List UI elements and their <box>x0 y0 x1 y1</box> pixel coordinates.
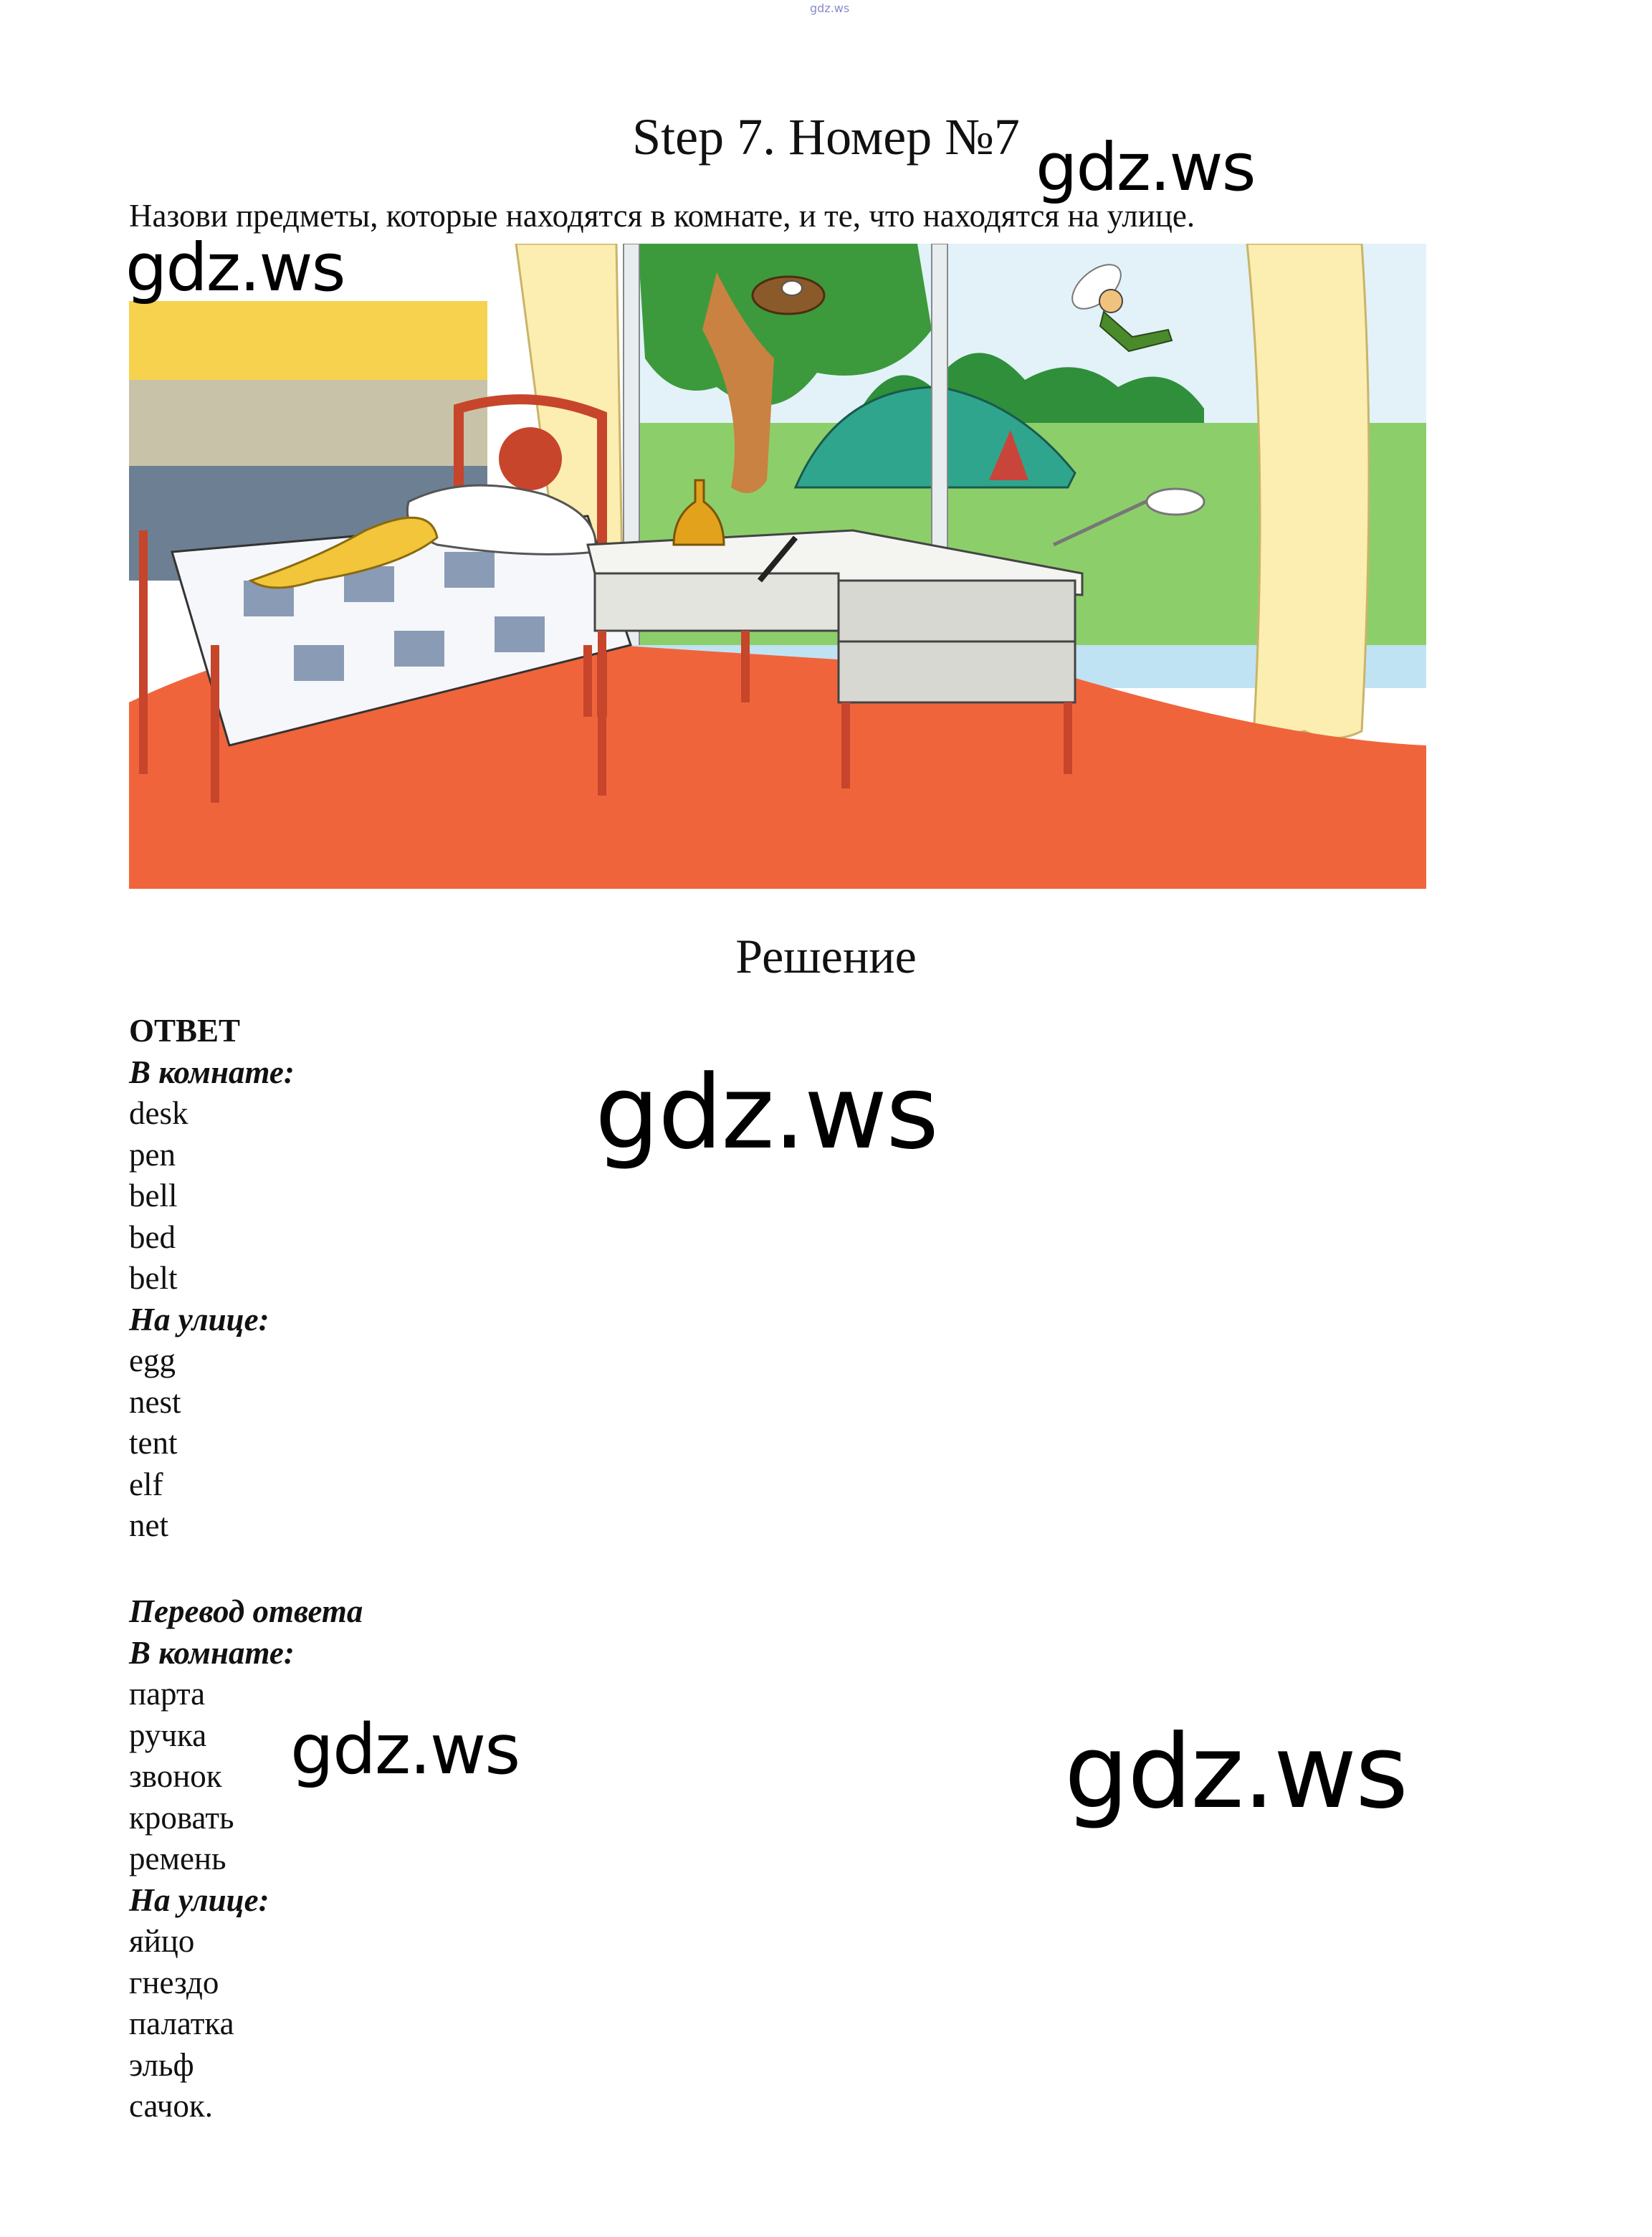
translation-street-item: сачок. <box>129 2088 213 2124</box>
answer-street-item: nest <box>129 1383 181 1420</box>
answer-street-item: net <box>129 1507 168 1543</box>
translation-room-item: звонок <box>129 1758 222 1794</box>
translation-street-item: яйцо <box>129 1923 195 1959</box>
translation-street-item: гнездо <box>129 1964 219 2000</box>
answer-room-item: bell <box>129 1178 178 1213</box>
answer-street-item: elf <box>129 1466 163 1502</box>
translation-block <box>129 1591 774 2127</box>
net-hoop <box>1147 489 1204 515</box>
curtain-right <box>1247 244 1369 738</box>
desk-front <box>595 573 839 631</box>
solution-heading: Решение <box>735 929 917 983</box>
answer-street-label: На улице: <box>129 1301 269 1337</box>
watermark: gdz.ws <box>1036 129 1255 206</box>
task-text: Назови предметы, которые находятся в комнате, и те, что находятся на улице. <box>129 198 1195 234</box>
wall-panel-gray <box>129 380 487 466</box>
answer-room-label: В комнате: <box>129 1054 295 1090</box>
watermark: gdz.ws <box>125 229 345 306</box>
translation-heading: Перевод ответа <box>129 1593 363 1629</box>
page-title: Step 7. Номер №7 <box>632 108 1020 166</box>
answer-street-item: tent <box>129 1425 178 1461</box>
translation-room-item: ремень <box>129 1841 226 1876</box>
answer-room-item: belt <box>129 1260 178 1296</box>
watermark: gdz.ws <box>1064 1713 1408 1831</box>
translation-street-label: На улице: <box>129 1881 269 1918</box>
header-watermark: gdz.ws <box>810 1 850 15</box>
answer-room-item: bed <box>129 1218 176 1255</box>
room-illustration <box>129 244 1426 889</box>
answer-room-item: desk <box>129 1095 188 1131</box>
answer-room-item: pen <box>129 1136 176 1173</box>
watermark: gdz.ws <box>595 1054 938 1172</box>
bed-knob <box>499 427 562 490</box>
translation-room-label: В комнате: <box>129 1634 295 1671</box>
egg-shape <box>782 281 802 295</box>
translation-room-item: ручка <box>129 1717 207 1753</box>
translation-street-item: эльф <box>129 2046 194 2083</box>
watermark: gdz.ws <box>290 1709 520 1790</box>
translation-room-item: парта <box>129 1676 206 1712</box>
translation-street-item: палатка <box>129 2005 234 2041</box>
translation-room-item: кровать <box>129 1799 234 1836</box>
answer-heading: ОТВЕТ <box>129 1013 241 1049</box>
wall-panel-yellow <box>129 301 487 380</box>
answer-street-item: egg <box>129 1342 176 1378</box>
